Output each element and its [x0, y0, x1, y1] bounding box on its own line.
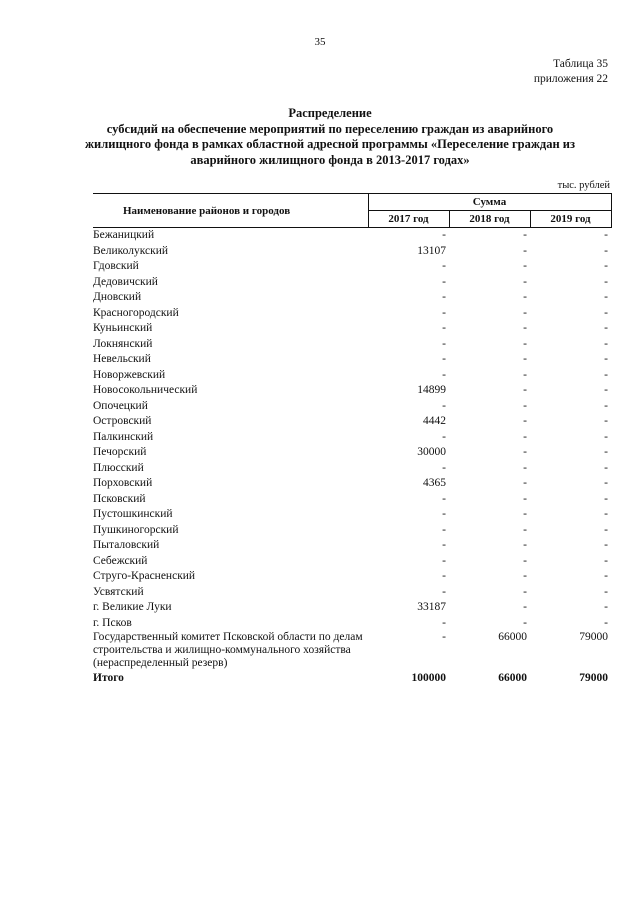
- row-value-2019: -: [604, 492, 608, 505]
- row-name: Порховский: [93, 477, 153, 489]
- row-name: Пустошкинский: [93, 508, 173, 520]
- table-row: [93, 554, 611, 570]
- row-value-2017: -: [442, 229, 446, 241]
- title-line-2: субсидий на обеспечение мероприятий по переселению граждан из аварийного: [106, 121, 554, 136]
- table-row: [93, 430, 611, 446]
- row-value-2019: -: [604, 399, 608, 412]
- total-row: [93, 671, 611, 687]
- row-name: Невельский: [93, 353, 151, 365]
- row-value-2018: -: [523, 275, 527, 288]
- row-value-2018: -: [523, 399, 527, 412]
- row-value-2018: -: [523, 322, 527, 334]
- row-name: Великолукский: [93, 244, 169, 257]
- table-row: [93, 337, 611, 353]
- table-row: [93, 306, 611, 322]
- row-value-2017: -: [442, 492, 446, 505]
- distribution-table: [93, 193, 612, 687]
- row-value-2018: -: [523, 508, 527, 520]
- row-value-2017: 30000: [417, 446, 446, 458]
- row-value-2017: -: [442, 461, 446, 474]
- table-row: [93, 414, 611, 430]
- row-value-2018: -: [523, 492, 527, 505]
- header-sum-column: Сумма: [368, 194, 611, 211]
- title-line-3: жилищного фонда в рамках областной адресной программы «Переселение граждан из: [84, 137, 576, 151]
- table-row: [93, 228, 611, 244]
- row-name: Плюсский: [93, 461, 144, 474]
- row-value-2018: -: [523, 539, 527, 551]
- row-value-2017: -: [442, 539, 446, 551]
- row-value-2019: -: [604, 244, 608, 257]
- row-value-2018: -: [523, 430, 527, 443]
- row-value-2017: -: [442, 291, 446, 303]
- row-name: Печорский: [93, 446, 147, 458]
- row-name: г. Великие Луки: [93, 601, 172, 613]
- total-2018: 66000: [498, 672, 527, 684]
- row-value-2019: 79000: [579, 631, 608, 643]
- total-label: Итого: [93, 672, 124, 684]
- row-value-2019: -: [604, 229, 608, 241]
- appendix-number: приложения 22: [533, 73, 608, 85]
- row-value-2018: -: [523, 353, 527, 365]
- table-row: [93, 476, 611, 492]
- table-row: [93, 538, 611, 554]
- row-value-2017: 14899: [417, 384, 446, 396]
- row-value-2017: -: [442, 585, 446, 598]
- total-2019: 79000: [579, 672, 608, 684]
- table-row: [93, 368, 611, 384]
- row-value-2018: -: [523, 306, 527, 319]
- row-value-2017: -: [442, 508, 446, 520]
- row-name: Дновский: [93, 291, 142, 303]
- row-value-2017: 4365: [423, 477, 446, 489]
- row-name: г. Псков: [93, 616, 132, 629]
- header-name-column: Наименование районов и городов: [93, 194, 368, 228]
- row-name: Локнянский: [93, 337, 153, 350]
- row-value-2017: -: [442, 353, 446, 365]
- row-value-2017: -: [442, 368, 446, 381]
- row-value-2017: -: [442, 616, 446, 629]
- table-row: [93, 445, 611, 461]
- title-line-1: Распределение: [288, 106, 372, 120]
- row-value-2017: -: [442, 337, 446, 350]
- row-value-2019: -: [604, 415, 608, 427]
- header-year-2019: 2019 год: [530, 211, 611, 228]
- row-value-2017: 33187: [417, 601, 446, 613]
- row-name: Бежаницкий: [93, 229, 155, 241]
- row-value-2019: -: [604, 508, 608, 520]
- row-value-2019: -: [604, 585, 608, 598]
- row-name: Себежский: [93, 554, 148, 567]
- row-value-2017: 4442: [423, 415, 446, 427]
- row-value-2018: -: [523, 585, 527, 598]
- row-value-2017: -: [442, 430, 446, 443]
- table-row: [93, 461, 611, 477]
- row-value-2017: -: [442, 554, 446, 567]
- row-value-2017: -: [442, 322, 446, 334]
- table-body: [93, 228, 611, 687]
- table-row: [93, 383, 611, 399]
- table-row: [93, 616, 611, 632]
- row-value-2019: -: [604, 523, 608, 536]
- row-value-2019: -: [604, 368, 608, 381]
- table-row: [93, 352, 611, 368]
- row-value-2018: -: [523, 477, 527, 489]
- row-name: Куньинский: [93, 322, 153, 334]
- row-value-2018: -: [523, 384, 527, 396]
- row-value-2018: -: [523, 260, 527, 272]
- table-row: [93, 585, 611, 601]
- row-value-2018: -: [523, 337, 527, 350]
- row-value-2019: -: [604, 275, 608, 288]
- table-row: [93, 523, 611, 539]
- row-value-2019: -: [604, 384, 608, 396]
- row-value-2019: -: [604, 539, 608, 551]
- row-name: Струго-Красненский: [93, 570, 196, 582]
- row-value-2019: -: [604, 570, 608, 582]
- row-value-2019: -: [604, 291, 608, 303]
- row-value-2019: -: [604, 446, 608, 458]
- table-row: [93, 275, 611, 291]
- table-row: [93, 399, 611, 415]
- row-value-2019: -: [604, 322, 608, 334]
- table-row: [93, 631, 611, 671]
- row-value-2018: -: [523, 461, 527, 474]
- table-row: [93, 244, 611, 260]
- row-value-2018: -: [523, 368, 527, 381]
- row-value-2017: 13107: [417, 244, 446, 257]
- row-value-2018: -: [523, 415, 527, 427]
- row-value-2019: -: [604, 477, 608, 489]
- table-header: [93, 194, 611, 228]
- row-name: Палкинский: [93, 430, 154, 443]
- row-name: Гдовский: [93, 260, 139, 272]
- table-row: [93, 600, 611, 616]
- header-year-2018: 2018 год: [449, 211, 530, 228]
- row-value-2019: -: [604, 306, 608, 319]
- title-line-4: аварийного жилищного фонда в 2013-2017 годах»: [190, 152, 470, 167]
- row-name: Красногородский: [93, 306, 179, 319]
- row-value-2018: -: [523, 523, 527, 536]
- row-name: Усвятский: [93, 585, 144, 598]
- table-row: [93, 290, 611, 306]
- row-value-2018: -: [523, 616, 527, 629]
- row-name: Новосокольнический: [93, 384, 198, 396]
- table-row: [93, 492, 611, 508]
- row-name: Пыталовский: [93, 539, 160, 551]
- row-name: Новоржевский: [93, 368, 166, 381]
- table-number: Таблица 35: [553, 58, 608, 70]
- row-value-2019: -: [604, 616, 608, 629]
- row-value-2018: -: [523, 229, 527, 241]
- table-row: [93, 507, 611, 523]
- row-value-2017: -: [442, 570, 446, 582]
- table-row: [93, 259, 611, 275]
- row-value-2017: -: [442, 523, 446, 536]
- row-value-2019: -: [604, 601, 608, 613]
- header-year-2017: 2017 год: [368, 211, 449, 228]
- row-value-2018: -: [523, 554, 527, 567]
- row-value-2018: -: [523, 570, 527, 582]
- document-title: [80, 106, 580, 168]
- row-name: Островский: [93, 415, 152, 427]
- row-value-2019: -: [604, 461, 608, 474]
- row-value-2017: -: [442, 306, 446, 319]
- row-value-2019: -: [604, 353, 608, 365]
- row-value-2017: -: [442, 631, 446, 643]
- table-row: [93, 321, 611, 337]
- page-number: 35: [314, 36, 326, 48]
- row-value-2017: -: [442, 275, 446, 288]
- row-value-2018: -: [523, 244, 527, 257]
- total-2017: 100000: [411, 672, 446, 684]
- row-name: Пушкиногорский: [93, 523, 179, 536]
- row-name: Дедовичский: [93, 275, 158, 288]
- row-value-2018: 66000: [498, 631, 527, 643]
- row-name: Государственный комитет Псковской области по делам строительства и жилищно-коммунального хозяйства (нераспределенный резерв): [93, 631, 363, 669]
- row-value-2019: -: [604, 260, 608, 272]
- table-reference: [534, 57, 608, 87]
- row-value-2019: -: [604, 554, 608, 567]
- row-value-2018: -: [523, 291, 527, 303]
- row-value-2017: -: [442, 399, 446, 412]
- row-value-2018: -: [523, 601, 527, 613]
- row-value-2018: -: [523, 446, 527, 458]
- row-value-2019: -: [604, 430, 608, 443]
- row-name: Опочецкий: [93, 399, 148, 412]
- row-name: Псковский: [93, 492, 146, 505]
- table-row: [93, 569, 611, 585]
- units-label: тыс. рублей: [557, 180, 610, 191]
- row-value-2017: -: [442, 260, 446, 272]
- row-value-2019: -: [604, 337, 608, 350]
